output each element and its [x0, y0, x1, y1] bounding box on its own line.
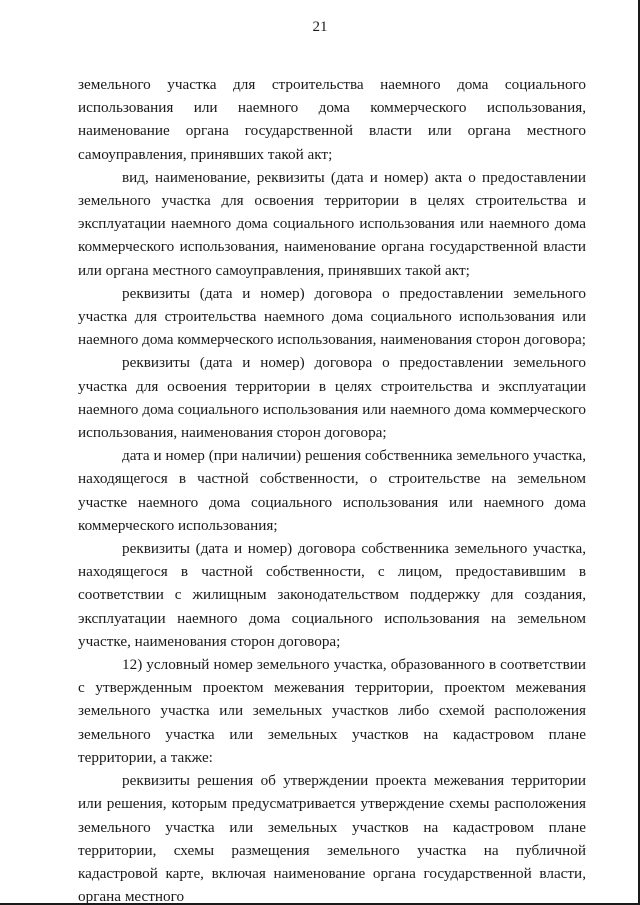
page-number: 21: [312, 19, 328, 35]
paragraph-8: реквизиты решения об утверждении проекта межевания территории или решения, которым предусматривается утверждение схемы расположения земельного участка или земельных участков на кадастровом плане территории, схемы размещения земельного участка на публичной кадастровой карте, включая наименование органа государственной власти, органа местного: [78, 772, 586, 905]
document-body: [78, 73, 586, 905]
paragraph-3: реквизиты (дата и номер) договора о предоставлении земельного участка для строительства наемного дома социального использования или наемного дома коммерческого использования, наименования сторон договора;: [78, 284, 586, 349]
paragraph-2: вид, наименование, реквизиты (дата и номер) акта о предоставлении земельного участка для освоения территории в целях строительства и эксплуатации наемного дома социального использования или наемного дома коммерческого использования, наименование органа государственной власти или органа местного самоуправления, принявших такой акт;: [78, 168, 586, 279]
paragraph-5: дата и номер (при наличии) решения собственника земельного участка, находящегося в частной собственности, о строительстве на земельном участке наемного дома социального использования или наемного дома коммерческого использования;: [78, 447, 586, 534]
paragraph-6: реквизиты (дата и номер) договора собственника земельного участка, находящегося в частной собственности, с лицом, предоставившим в соответствии с жилищным законодательством поддержку для создания, эксплуатации наемного дома социального использования на земельном участке, наименования сторон договора;: [78, 540, 586, 650]
paragraph-4: реквизиты (дата и номер) договора о предоставлении земельного участка для освоения территории в целях строительства и эксплуатации наемного дома социального использования или наемного дома коммерческого использования, наименования сторон договора;: [78, 354, 586, 442]
paragraph-7: 12) условный номер земельного участка, образованного в соответствии с утвержденным проектом межевания территории, проектом межевания земельного участка или земельных участков либо схемой расположения земельного участка или земельных участков на кадастровом плане территории, а также:: [78, 656, 586, 766]
paragraph-1: земельного участка для строительства наемного дома социального использования или наемного дома коммерческого использования, наименование органа государственной власти или органа местного самоуправления, принявших такой акт;: [78, 76, 586, 163]
